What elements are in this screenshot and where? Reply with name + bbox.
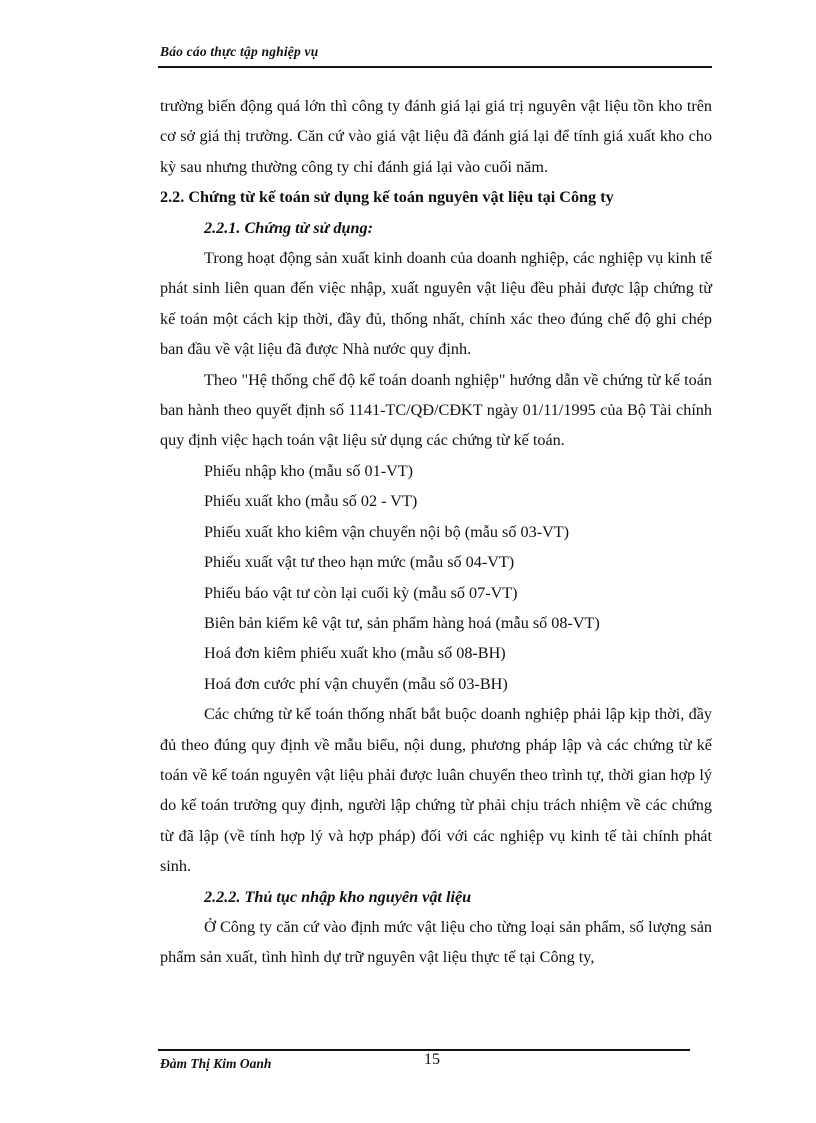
list-item: Phiếu nhập kho (mẫu số 01-VT): [204, 461, 414, 480]
header-title: Báo cáo thực tập nghiệp vụ: [160, 44, 319, 59]
page-number: 15: [424, 1051, 440, 1068]
paragraph-activities: Trong hoạt động sản xuất kinh doanh của doanh nghiệp, các nghiệp vụ kinh tế phát sinh liên quan đến việc nhập, xuất nguyên vật liệu đều phải được lập chứng từ kế toán một cách kịp thời, đầy đủ, thống nhất, chính xác theo đúng chế độ ghi chép ban đầu về vật liệu đã được Nhà nước quy định.: [160, 249, 712, 359]
paragraph-regulation: Theo "Hệ thống chế độ kế toán doanh nghiệp" hướng dẫn về chứng từ kế toán ban hành theo quyết định số 1141-TC/QĐ/CĐKT ngày 01/11/1995 của Bộ Tài chính quy định việc hạch toán vật liệu sử dụng các chứng từ kế toán.: [160, 370, 712, 450]
list-item: Hoá đơn cước phí vận chuyển (mẫu số 03-BH): [204, 674, 508, 693]
section-heading-2-2: 2.2. Chứng từ kế toán sử dụng kế toán nguyên vật liệu tại Công ty: [160, 188, 614, 207]
paragraph-import-procedure: Ở Công ty căn cứ vào định mức vật liệu cho từng loại sản phẩm, số lượng sản phẩm sản xuất, tình hình dự trữ nguyên vật liệu thực tế tại Công ty,: [160, 917, 712, 967]
paragraph-continuation: trường biến động quá lớn thì công ty đánh giá lại giá trị nguyên vật liệu tồn kho trên cơ sở giá thị trường. Căn cứ vào giá vật liệu đã đánh giá lại để tính giá xuất kho cho kỳ sau nhưng thường công ty chỉ đánh giá lại vào cuối năm.: [160, 97, 712, 176]
footer-author: Đàm Thị Kim Oanh: [160, 1056, 272, 1071]
header-rule: [158, 66, 712, 68]
list-item: Biên bản kiểm kê vật tư, sản phẩm hàng hoá (mẫu số 08-VT): [204, 613, 600, 632]
list-item: Phiếu xuất vật tư theo hạn mức (mẫu số 04-VT): [204, 553, 515, 572]
page-content: [160, 91, 712, 973]
document-list: [160, 456, 712, 699]
subsection-heading-2-2-2: 2.2.2. Thủ tục nhập kho nguyên vật liệu: [204, 887, 472, 906]
list-item: Phiếu xuất kho kiêm vận chuyển nội bộ (mẫu số 03-VT): [204, 522, 570, 541]
list-item: Phiếu xuất kho (mẫu số 02 - VT): [204, 492, 418, 511]
list-item: Hoá đơn kiêm phiếu xuất kho (mẫu số 08-BH): [204, 644, 506, 663]
subsection-heading-2-2-1: 2.2.1. Chứng từ sử dụng:: [204, 218, 373, 237]
paragraph-requirements: Các chứng từ kế toán thống nhất bắt buộc doanh nghiệp phải lập kịp thời, đầy đủ theo đúng quy định về mẫu biểu, nội dung, phương pháp lập và các chứng từ kế toán về kế toán nguyên vật liệu phải được luân chuyển theo trình tự, thời gian hợp lý do kế toán trưởng quy định, người lập chứng từ phải chịu trách nhiệm về các chứng từ đã lập (về tính hợp lý và hợp pháp) đối với các nghiệp vụ kinh tế tài chính phát sinh.: [160, 705, 712, 876]
list-item: Phiếu báo vật tư còn lại cuối kỳ (mẫu số 07-VT): [204, 583, 518, 602]
